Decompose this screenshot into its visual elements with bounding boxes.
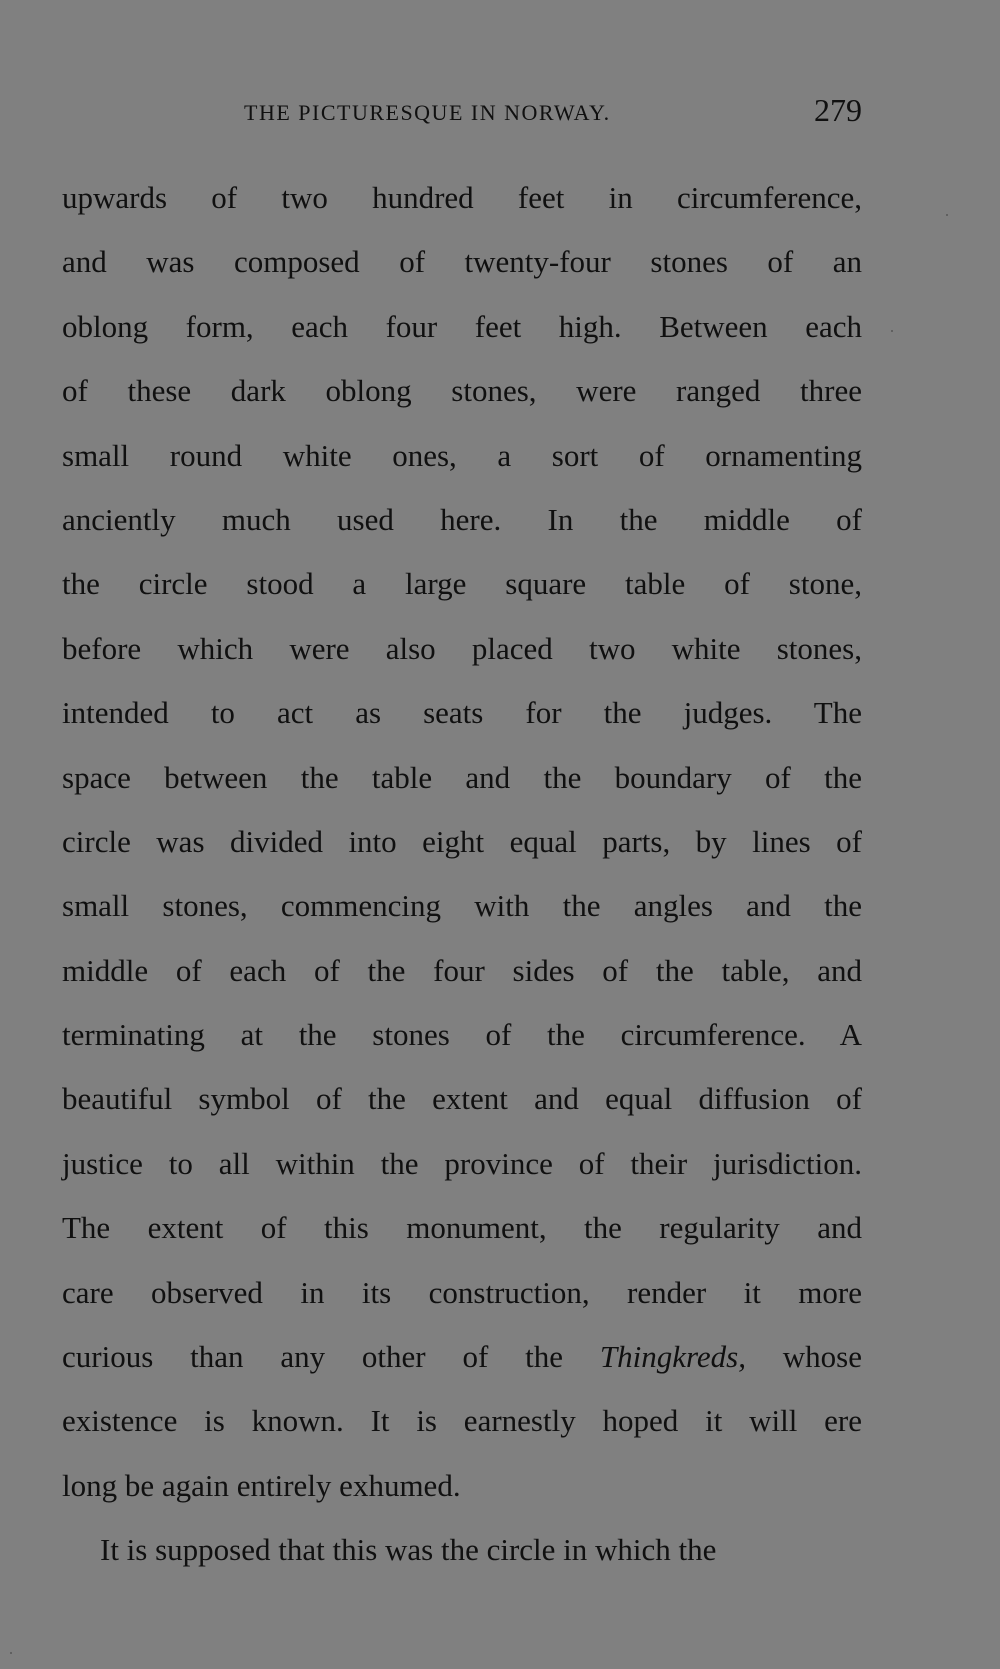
text-line: It is supposed that this was the circle in which the bbox=[100, 1532, 717, 1568]
page-number: 279 bbox=[814, 92, 862, 128]
text-line: of these dark oblong stones, were ranged three bbox=[62, 373, 862, 409]
text-line: justice to all within the province of their jurisdiction. bbox=[62, 1145, 862, 1181]
text-line: anciently much used here. In the middle of bbox=[62, 501, 862, 537]
text-line: intended to act as seats for the judges. The bbox=[62, 695, 862, 731]
text-line: The extent of this monument, the regularity and bbox=[62, 1210, 862, 1246]
text-line: space between the table and the boundary of the bbox=[62, 759, 862, 795]
text-fragment: whose bbox=[745, 1339, 863, 1375]
text-line: oblong form, each four feet high. Between each bbox=[62, 308, 862, 344]
paper-speck bbox=[10, 1652, 12, 1654]
running-title: THE PICTURESQUE IN NORWAY. bbox=[244, 100, 611, 125]
text-line: middle of each of the four sides of the table, and bbox=[62, 952, 862, 988]
italic-term: Thingkreds, bbox=[599, 1339, 746, 1375]
text-line: the circle stood a large square table of stone, bbox=[62, 566, 862, 602]
text-line: before which were also placed two white stones, bbox=[62, 630, 862, 666]
text-line: circle was divided into eight equal parts, by lines of bbox=[62, 823, 862, 859]
text-line: small round white ones, a sort of ornamenting bbox=[62, 437, 862, 473]
paper-speck bbox=[946, 214, 948, 216]
body-text bbox=[62, 166, 862, 1583]
text-line: small stones, commencing with the angles and the bbox=[62, 888, 862, 924]
text-line: terminating at the stones of the circumference. A bbox=[62, 1017, 862, 1053]
text-line: and was composed of twenty-four stones of an bbox=[62, 244, 862, 280]
text-line: care observed in its construction, render it more bbox=[62, 1274, 862, 1310]
page-header bbox=[62, 92, 862, 136]
paper-speck bbox=[891, 330, 893, 332]
text-line-with-italic bbox=[62, 1325, 862, 1389]
text-line: beautiful symbol of the extent and equal diffusion of bbox=[62, 1081, 862, 1117]
text-line: existence is known. It is earnestly hoped it will ere bbox=[62, 1403, 862, 1439]
text-line: upwards of two hundred feet in circumference, bbox=[62, 180, 862, 215]
text-line: long be again entirely exhumed. bbox=[62, 1467, 461, 1503]
text-fragment: curious than any other of the bbox=[62, 1339, 563, 1375]
